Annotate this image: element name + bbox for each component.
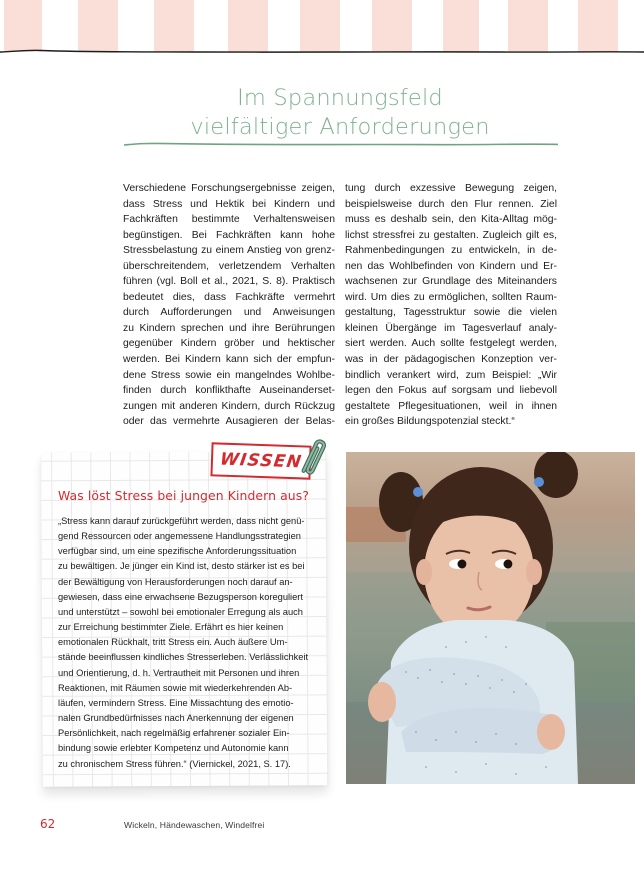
- quote-line: gend Ressourcen oder angemessene Handlungsstrategien: [58, 531, 301, 542]
- title-underline: [122, 140, 560, 148]
- text-line: begünstigen. Bei Fachkräften kann hohe: [123, 229, 335, 241]
- text-line: bindlich verankert wird, zum Beispiel: „Wir: [345, 369, 557, 381]
- text-line: führen (vgl. Boll et al., 2021, S. 8). Praktisch: [123, 276, 335, 288]
- quote-line: stände beeinflussen kindliches Stresserleben. Verlässlichkeit: [58, 652, 309, 663]
- text-line: gegenüber Kindern gröber und hektischer: [123, 338, 335, 350]
- paperclip-icon: [300, 436, 328, 480]
- text-line: wachsenen zur Grundlage des Miteinanders: [345, 276, 557, 288]
- wissen-tag: [210, 442, 311, 479]
- quote-line: emotionalen Rückhalt, tritt Stress ein. Auch äußere Um-: [58, 637, 288, 648]
- quote-line: bindung sowie erlebter Kompetenz und Autonomie kann: [58, 743, 289, 754]
- quote-line: Reaktionen, mit Räumen sowie mit wiederkehrenden Ab-: [58, 682, 293, 693]
- text-line: durch Aufforderungen und Anweisungen: [123, 307, 335, 319]
- quote-line: und Orientierung, d. h. Vertrautheit mit Personen und ihren: [58, 667, 300, 678]
- running-title: Wickeln, Händewaschen, Windelfrei: [124, 820, 265, 830]
- wissen-tag-label: WISSEN: [218, 449, 304, 473]
- quote-line: zu chronischem Stress führen.“ (Viernickel, 2021, S. 17).: [58, 758, 291, 769]
- text-line: legen den Fokus auf sorgsam und liebevoll: [345, 385, 557, 397]
- quote-line: zur Erreichung bestimmter Ziele. Erfährt es hier keinen: [58, 622, 284, 633]
- quote-line: der Bewältigung von Herausforderungen noch darauf an-: [58, 576, 293, 587]
- text-line: wird. Um dies zu ermöglichen, sollten Raum-: [345, 291, 557, 303]
- header-stripe: [300, 0, 340, 52]
- header-stripe: [228, 0, 268, 52]
- text-line: Stressbelastung zu einem Anstieg von grenz-: [123, 245, 335, 257]
- quote-line: läufen, vermindern Stress. Eine Missachtung des emotio-: [58, 697, 294, 708]
- body-column-left: [123, 181, 335, 430]
- child-photo: [346, 452, 635, 784]
- text-line: tung durch exzessive Bewegung zeigen,: [345, 183, 557, 194]
- quote-line: Persönlichkeit, nach regelmäßig erfahrener sozialer Ein-: [58, 728, 290, 739]
- header-stripe: [154, 0, 194, 52]
- header-stripe: [78, 0, 118, 52]
- title-line-1: Im Spannungsfeld: [237, 85, 443, 111]
- text-line: gestaltete Pflegesituationen, weil in ihnen: [345, 400, 557, 412]
- text-line: werden. Bei Kindern kann sich der empfun-: [123, 354, 335, 366]
- text-line: muss es deshalb sein, den Kita-Alltag mög-: [345, 214, 557, 226]
- header-stripe: [4, 0, 42, 52]
- header-stripe: [578, 0, 618, 52]
- text-line: siert werden. Auch sollte festgelegt werden,: [345, 338, 557, 350]
- text-line: was in der pädagogischen Konzeption ver-: [345, 354, 557, 366]
- text-line: ein großes Bildungspotenzial steckt.“: [345, 416, 515, 428]
- body-column-right: [345, 181, 557, 430]
- quote-line: nalen Grundbedürfnisses nach Anerkennung der eigenen: [58, 713, 294, 724]
- text-line: oder das vermehrte Ausagieren der Belas-: [123, 416, 335, 428]
- quote-line: gewiesen, dass eine erwachsene Bezugsperson koreguliert: [58, 591, 303, 602]
- text-line: gestaltung, Tagesstruktur sowie die vielen: [345, 307, 557, 319]
- text-line: beispielsweise durch den Flur rennen. Ziel: [345, 198, 557, 210]
- text-line: finden durch konflikthafte Auseinanderset-: [123, 385, 335, 397]
- header-stripe: [372, 0, 412, 52]
- text-line: nen das Wohlbefinden von Kindern und Er-: [345, 260, 557, 272]
- child-illustration: [346, 452, 635, 784]
- quote-line: und unterstützt – sowohl bei emotionaler Erregung als auch: [58, 606, 303, 617]
- text-line: zungen mit anderen Kindern, durch Rückzug: [123, 400, 335, 412]
- text-line: kleinen Übergänge im Tagesverlauf analy-: [345, 322, 557, 334]
- page-number: 62: [40, 817, 56, 831]
- wissen-quote-text: [58, 514, 320, 772]
- quote-line: „Stress kann darauf zurückgeführt werden, dass nicht genü-: [58, 516, 305, 526]
- header-stripes: [0, 0, 644, 52]
- wissen-heading: Was löst Stress bei jungen Kindern aus?: [58, 488, 309, 503]
- quote-line: zu bewältigen. Je jünger ein Kind ist, desto stärker ist es bei: [58, 561, 305, 572]
- text-line: dass Stress und Hektik bei Kindern und: [123, 198, 335, 210]
- text-line: zu Kindern sprechen und ihre Berührungen: [123, 322, 335, 334]
- text-line: lichst stressfrei zu gestalten. Zugleich gilt es,: [345, 229, 557, 241]
- quote-line: verfügbar sind, um eine spezifische Anforderungssituation: [58, 546, 297, 557]
- header-stripe: [508, 0, 548, 52]
- text-line: Fachkräften bestimmte Verhaltensweisen: [123, 214, 335, 226]
- header-stripe: [443, 0, 479, 52]
- text-line: Rahmenbedingungen zu entwickeln, in de-: [345, 245, 557, 257]
- title-line-2: vielfältiger Anforderungen: [190, 114, 490, 140]
- text-line: überschreitendem, verletzendem Verhalten: [123, 260, 335, 272]
- text-line: Verschiedene Forschungsergebnisse zeigen,: [123, 183, 335, 194]
- header-divider-line: [0, 49, 644, 55]
- section-title: [120, 84, 560, 142]
- text-line: bedeutet dies, dass Fachkräfte vermehrt: [123, 291, 335, 303]
- text-line: dene Stress sowie ein mangelndes Wohlbe-: [123, 369, 335, 381]
